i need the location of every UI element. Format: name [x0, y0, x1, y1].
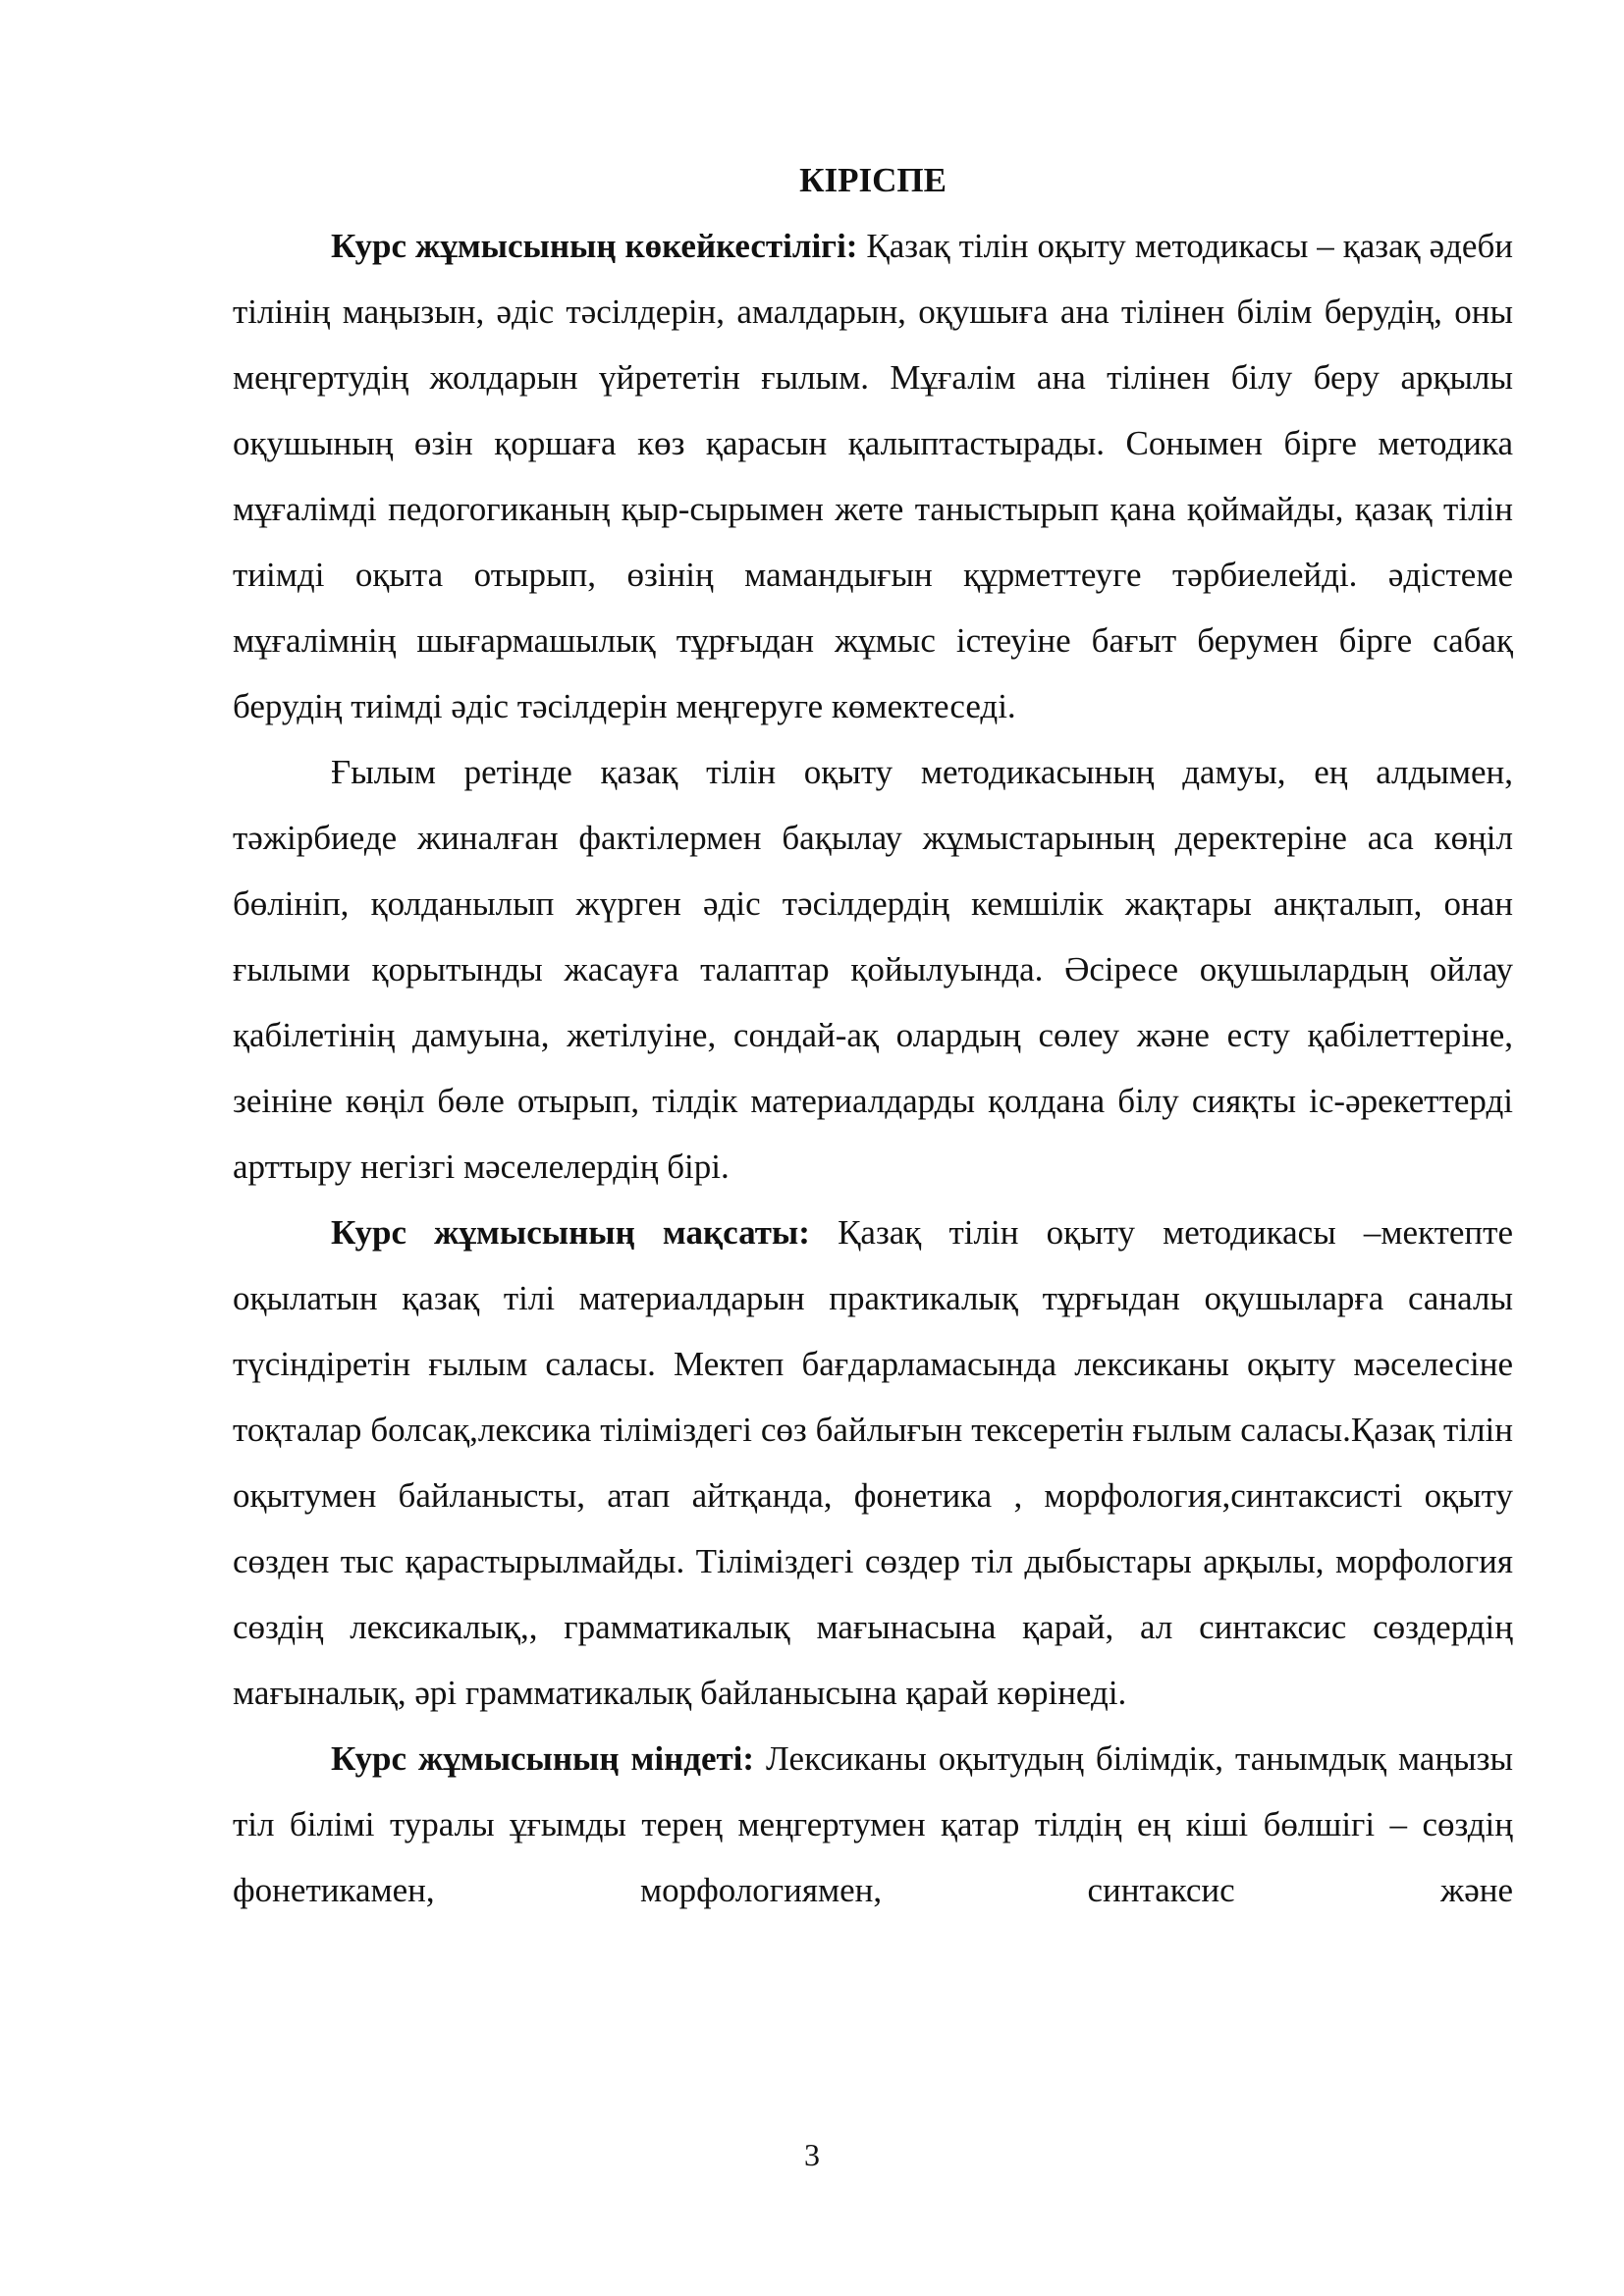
paragraph-lead: Курс жұмысының көкейкестілігі: [331, 227, 858, 265]
paragraph-lead: Курс жұмысының міндеті: [331, 1739, 755, 1778]
paragraph-task [233, 1726, 1513, 1923]
paragraph-lead: Курс жұмысының мақсаты: [331, 1213, 810, 1252]
document-body [233, 147, 1513, 1923]
paragraph-text: Лексиканы оқытудың білімдік, танымдық маңызы тіл білімі туралы ұғымды терең меңгертумен қатар тілдің ең кіші бөлшігі – сөздің фонетикамен, морфологиямен, синтаксис және [233, 1739, 1513, 1909]
paragraph-relevance [233, 213, 1513, 739]
section-heading: КІРІСПЕ [799, 161, 947, 199]
paragraph-text: Ғылым ретінде қазақ тілін оқыту методикасының дамуы, ең алдымен, тәжірбиеде жиналған фактілермен бақылау жұмыстарының деректеріне аса көңіл бөлініп, қолданылып жүрген әдіс тәсілдердің кемшілік жақтары анқталып, онан ғылыми қорытынды жасауға талаптар қойылуында. Әсіресе оқушылардың ойлау қабілетінің дамуына, жетілуіне, сондай-ақ олардың сөлеу және есту қабілеттеріне, зеініне көңіл бөле отырып, тілдік материалдарды қолдана білу сияқты іс-әрекеттерді арттыру негізгі мәселелердің бірі. [233, 753, 1513, 1186]
paragraph-text: Қазақ тілін оқыту методикасы –мектепте оқылатын қазақ тілі материалдарын практикалық тұрғыдан оқушыларға саналы түсіндіретін ғылым саласы. Мектеп бағдарламасында лексиканы оқыту мәселесіне тоқталар болсақ,лексика тіліміздегі сөз байлығын тексеретін ғылым саласы.Қазақ тілін оқытумен байланысты, атап айтқанда, фонетика , морфология,синтаксисті оқыту сөзден тыс қарастырылмайды. Тіліміздегі сөздер тіл дыбыстары арқылы, морфология сөздің лексикалық,, грамматикалық мағынасына қарай, ал синтаксис сөздердің мағыналық, әрі грамматикалық байланысына қарай көрінеді. [233, 1213, 1513, 1712]
page-number: 3 [804, 2137, 820, 2172]
paragraph-text: Қазақ тілін оқыту методикасы – қазақ әдеби тілінің маңызын, әдіс тәсілдерін, амалдарын, оқушыға ана тілінен білім берудің, оны меңгертудің жолдарын үйрететін ғылым. Мұғалім ана тілінен білу беру арқылы оқушының өзін қоршаға көз қарасын қалыптастырады. Сонымен бірге методика мұғалімді педогогиканың қыр-сырымен жете таныстырып қана қоймайды, қазақ тілін тиімді оқыта отырып, өзінің мамандығын құрметтеуге тәрбиелейді. әдістеме мұғалімнің шығармашылық тұрғыдан жұмыс істеуіне бағыт берумен бірге сабақ берудің тиімді әдіс тәсілдерін меңгеруге көмектеседі. [233, 227, 1513, 725]
paragraph-science [233, 739, 1513, 1200]
paragraph-goal [233, 1200, 1513, 1726]
